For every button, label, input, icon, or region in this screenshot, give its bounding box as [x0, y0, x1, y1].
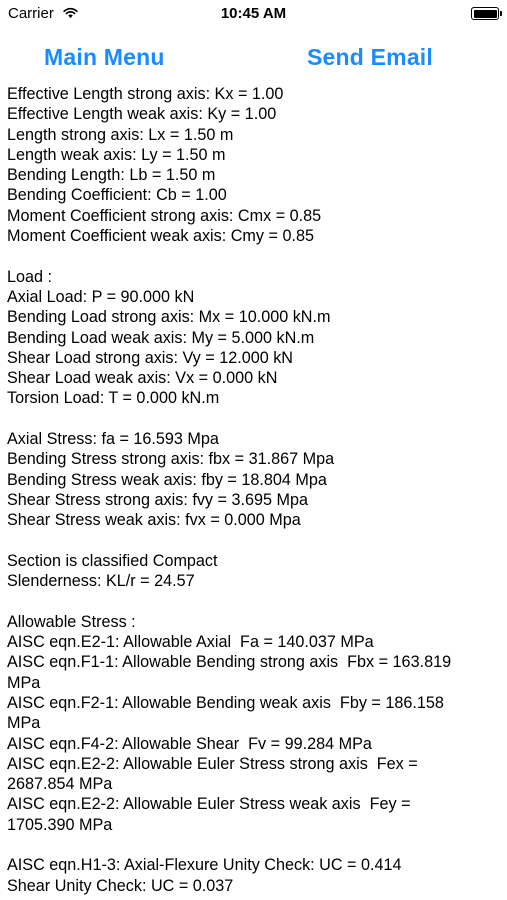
- report-line: Bending Coefficient: Cb = 1.00: [7, 186, 227, 205]
- report-line: AISC eqn.E2-2: Allowable Euler Stress strong axis Fex =: [7, 754, 418, 773]
- report-line: Shear Load weak axis: Vx = 0.000 kN: [7, 369, 278, 388]
- report-line: Section is classified Compact: [7, 551, 218, 570]
- report-line: Load :: [7, 267, 53, 286]
- carrier-label: Carrier: [8, 5, 54, 22]
- report-line: AISC eqn.H1-3: Axial-Flexure Unity Check: UC = 0.414: [7, 856, 402, 875]
- report-line: Shear Stress strong axis: fvy = 3.695 Mpa: [7, 490, 308, 509]
- report-line: 1705.390 MPa: [7, 815, 113, 834]
- battery-icon: [471, 7, 499, 20]
- report-line: AISC eqn.F2-1: Allowable Bending weak axis Fby = 186.158: [7, 693, 444, 712]
- report-line: Slenderness: KL/r = 24.57: [7, 572, 195, 591]
- report-line: Bending Load weak axis: My = 5.000 kN.m: [7, 328, 315, 347]
- status-time: 10:45 AM: [220, 5, 287, 22]
- send-email-button[interactable]: Send Email: [307, 44, 433, 70]
- report-line: AISC eqn.E2-1: Allowable Axial Fa = 140.037 MPa: [7, 633, 374, 652]
- report-line: Torsion Load: T = 0.000 kN.m: [7, 389, 220, 408]
- report-line: Shear Load strong axis: Vy = 12.000 kN: [7, 348, 293, 367]
- report-line: AISC eqn.E2-2: Allowable Euler Stress weak axis Fey =: [7, 795, 411, 814]
- report-blank-line: [7, 409, 503, 429]
- main-menu-button[interactable]: Main Menu: [44, 44, 165, 70]
- calculation-report: [7, 84, 503, 896]
- report-line: Shear Unity Check: UC = 0.037: [7, 876, 234, 895]
- report-line: Axial Load: P = 90.000 kN: [7, 287, 195, 306]
- report-line: Moment Coefficient strong axis: Cmx = 0.85: [7, 206, 322, 225]
- report-blank-line: [7, 591, 503, 611]
- report-line: MPa: [7, 714, 41, 733]
- report-line: Allowable Stress :: [7, 612, 136, 631]
- report-line: Length strong axis: Lx = 1.50 m: [7, 125, 234, 144]
- report-line: Bending Length: Lb = 1.50 m: [7, 166, 216, 185]
- status-bar: [0, 0, 507, 30]
- report-blank-line: [7, 531, 503, 551]
- report-blank-line: [7, 246, 503, 266]
- report-line: 2687.854 MPa: [7, 775, 113, 794]
- report-line: Effective Length strong axis: Kx = 1.00: [7, 85, 284, 103]
- report-line: Effective Length weak axis: Ky = 1.00: [7, 105, 277, 124]
- report-line: Bending Stress weak axis: fby = 18.804 Mpa: [7, 470, 327, 489]
- report-line: AISC eqn.F1-1: Allowable Bending strong axis Fbx = 163.819: [7, 653, 452, 672]
- report-line: Length weak axis: Ly = 1.50 m: [7, 145, 226, 164]
- report-blank-line: [7, 835, 503, 855]
- report-line: Moment Coefficient weak axis: Cmy = 0.85: [7, 227, 314, 246]
- report-line: Bending Stress strong axis: fbx = 31.867 Mpa: [7, 450, 335, 469]
- report-line: MPa: [7, 673, 41, 692]
- report-line: AISC eqn.F4-2: Allowable Shear Fv = 99.284 MPa: [7, 734, 372, 753]
- report-line: Axial Stress: fa = 16.593 Mpa: [7, 430, 219, 449]
- report-line: Bending Load strong axis: Mx = 10.000 kN.m: [7, 308, 331, 327]
- report-line: Shear Stress weak axis: fvx = 0.000 Mpa: [7, 511, 301, 530]
